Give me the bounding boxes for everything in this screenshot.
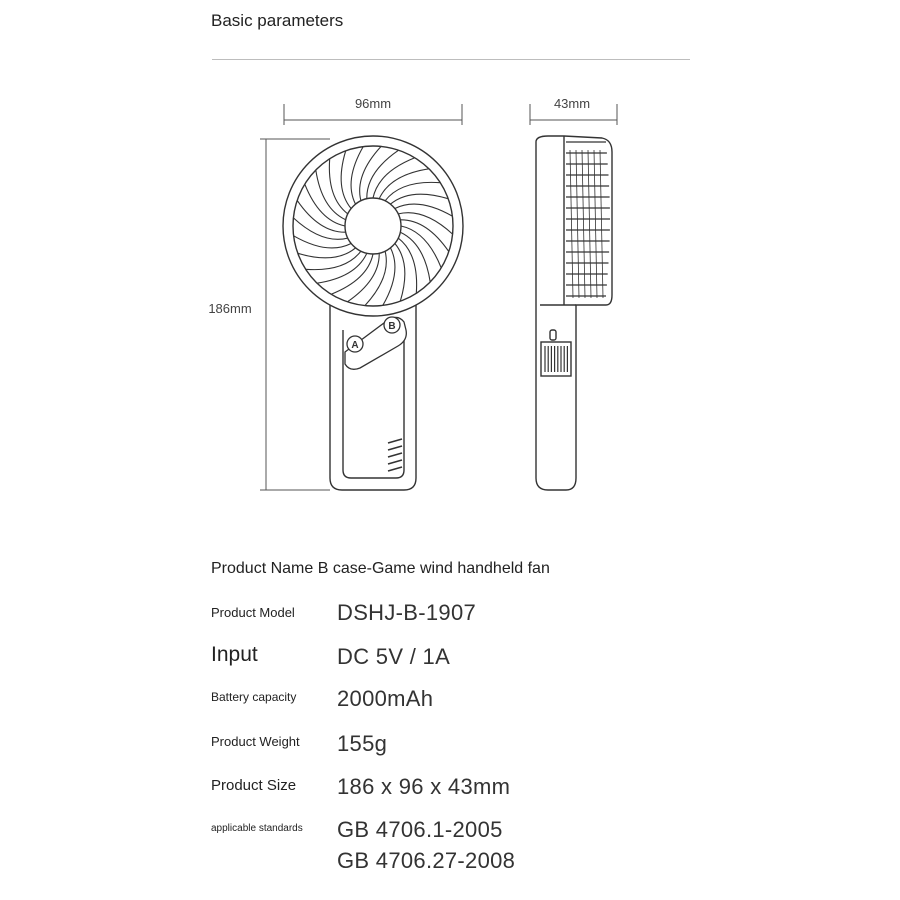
section-title: Basic parameters <box>211 11 344 30</box>
spec-value-standard-1: GB 4706.1-2005 <box>337 817 503 842</box>
spec-label-weight: Product Weight <box>211 734 300 749</box>
width-label: 96mm <box>354 96 392 111</box>
fan-hub <box>345 198 401 254</box>
spec-label-model: Product Model <box>211 605 295 620</box>
height-label: 186mm <box>208 301 252 316</box>
spec-label-size: Product Size <box>211 777 297 794</box>
spec-label-standards: applicable standards <box>211 823 303 834</box>
spec-value-size: 186 x 96 x 43mm <box>337 774 511 799</box>
depth-label: 43mm <box>553 96 591 111</box>
spec-label-input: Input <box>211 643 258 666</box>
button-b <box>384 317 400 333</box>
button-a <box>347 336 363 352</box>
spec-label-battery: Battery capacity <box>211 690 297 704</box>
spec-value-weight: 155g <box>337 731 388 756</box>
button-b-label: B <box>388 321 396 332</box>
spec-value-battery: 2000mAh <box>337 686 434 711</box>
spec-value-input: DC 5V / 1A <box>337 644 451 669</box>
product-name: Product Name B case-Game wind handheld fan <box>211 560 550 577</box>
spec-value-model: DSHJ-B-1907 <box>337 600 477 625</box>
spec-value-standard-2: GB 4706.27-2008 <box>337 848 516 873</box>
button-a-label: A <box>351 340 359 351</box>
